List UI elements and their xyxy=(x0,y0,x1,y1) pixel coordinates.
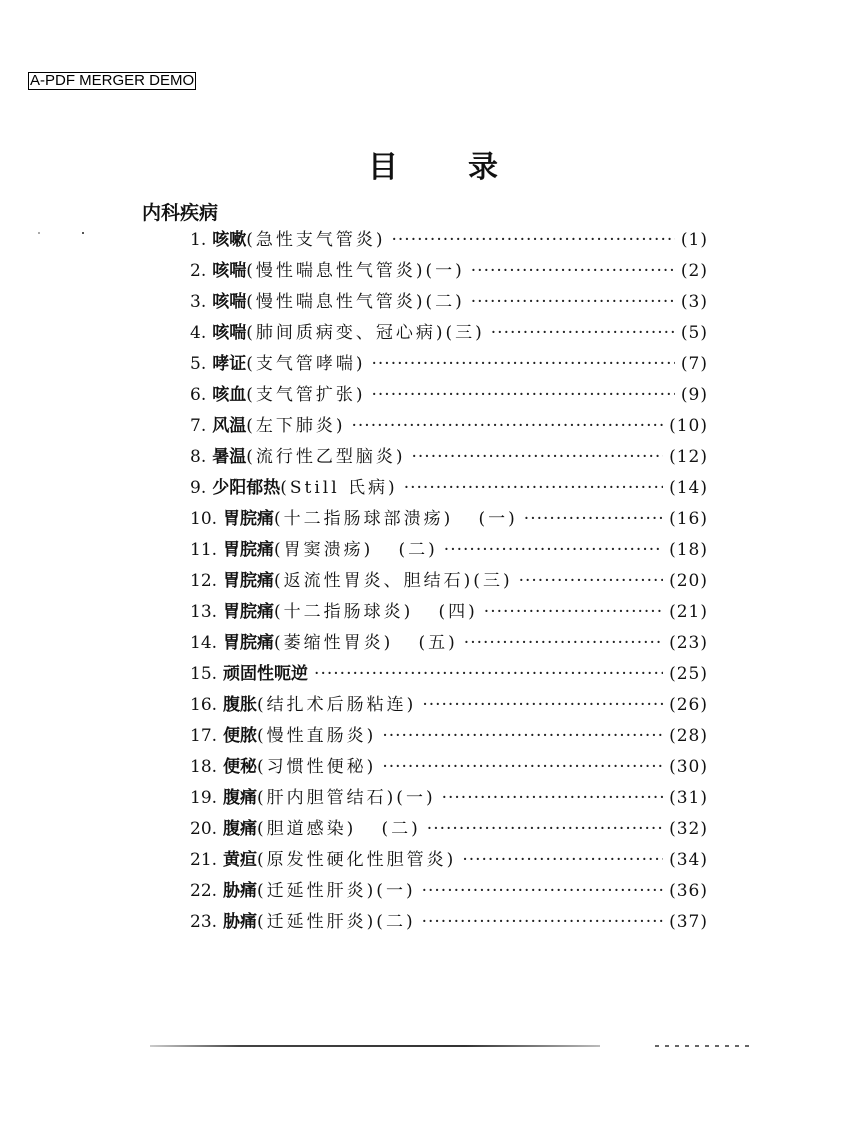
leader-dots xyxy=(519,566,664,597)
entry-number: 13. xyxy=(190,602,218,622)
entry-name: 胃脘痛 xyxy=(223,633,275,653)
leader-dots xyxy=(444,535,663,566)
toc-entry[interactable] xyxy=(190,690,708,721)
entry-detail: (肺间质病变、冠心病)(三) xyxy=(246,323,485,343)
entry-page: (20) xyxy=(669,571,708,591)
entry-number: 18. xyxy=(190,757,218,777)
leader-dots xyxy=(422,690,663,721)
entry-number: 7. xyxy=(190,416,207,436)
toc-entry[interactable] xyxy=(190,473,708,504)
leader-dots xyxy=(404,473,663,504)
toc-entry[interactable] xyxy=(190,318,708,349)
entry-page: (14) xyxy=(669,478,708,498)
toc-entry[interactable] xyxy=(190,256,708,287)
entry-name: 胃脘痛 xyxy=(223,540,275,560)
entry-name: 腹胀 xyxy=(223,695,258,715)
entry-number: 22. xyxy=(190,881,218,901)
entry-name: 咳喘 xyxy=(212,261,247,281)
toc-entry[interactable] xyxy=(190,566,708,597)
entry-number: 14. xyxy=(190,633,218,653)
entry-detail: (习惯性便秘) xyxy=(257,757,377,777)
leader-dots xyxy=(524,504,663,535)
leader-dots xyxy=(471,256,675,287)
entry-page: (30) xyxy=(669,757,708,777)
entry-number: 8. xyxy=(190,447,207,467)
entry-detail: (胆道感染) (二) xyxy=(257,819,421,839)
entry-name: 胁痛 xyxy=(223,881,258,901)
entry-name: 咳血 xyxy=(212,385,247,405)
entry-page: (32) xyxy=(669,819,708,839)
entry-detail: (Still 氏病) xyxy=(280,478,398,498)
section-heading: 内科疾病 xyxy=(142,202,219,224)
entry-page: (21) xyxy=(669,602,708,622)
entry-page: (12) xyxy=(669,447,708,467)
leader-dots xyxy=(372,349,675,380)
entry-number: 12. xyxy=(190,571,218,591)
entry-detail: (结扎术后肠粘连) xyxy=(257,695,417,715)
entry-page: (28) xyxy=(669,726,708,746)
entry-number: 17. xyxy=(190,726,218,746)
toc-entry[interactable] xyxy=(190,225,708,256)
entry-page: (7) xyxy=(680,354,708,374)
entry-name: 顽固性呃逆 xyxy=(223,664,309,684)
entry-detail: (支气管哮喘) xyxy=(246,354,366,374)
entry-page: (26) xyxy=(669,695,708,715)
toc-entry[interactable] xyxy=(190,504,708,535)
entry-name: 咳喘 xyxy=(212,323,247,343)
entry-name: 腹痛 xyxy=(223,788,258,808)
entry-page: (18) xyxy=(669,540,708,560)
entry-number: 11. xyxy=(190,540,218,560)
entry-name: 黄疸 xyxy=(223,850,258,870)
entry-page: (1) xyxy=(680,230,708,250)
leader-dots xyxy=(412,442,664,473)
toc-entry[interactable] xyxy=(190,876,708,907)
entry-number: 5. xyxy=(190,354,207,374)
toc-entry[interactable] xyxy=(190,380,708,411)
entry-number: 15. xyxy=(190,664,218,684)
entry-name: 咳嗽 xyxy=(212,230,247,250)
leader-dots xyxy=(422,876,664,907)
entry-number: 21. xyxy=(190,850,218,870)
entry-detail: (迁延性肝炎)(一) xyxy=(257,881,416,901)
toc-entry[interactable] xyxy=(190,442,708,473)
entry-detail: (流行性乙型脑炎) xyxy=(246,447,406,467)
entry-detail: (十二指肠球部溃疡) (一) xyxy=(274,509,518,529)
scan-speck xyxy=(82,232,84,234)
leader-dots xyxy=(382,721,663,752)
leader-dots xyxy=(382,752,663,783)
leader-dots xyxy=(442,783,664,814)
entry-name: 哮证 xyxy=(212,354,247,374)
entry-page: (34) xyxy=(669,850,708,870)
entry-detail: (原发性硬化性胆管炎) xyxy=(257,850,457,870)
entry-page: (37) xyxy=(669,912,708,932)
entry-detail: (慢性喘息性气管炎)(二) xyxy=(246,292,465,312)
toc-entry[interactable] xyxy=(190,597,708,628)
leader-dots xyxy=(462,845,663,876)
entry-page: (2) xyxy=(680,261,708,281)
entry-detail: (支气管扩张) xyxy=(246,385,366,405)
leader-dots xyxy=(491,318,675,349)
entry-detail: (返流性胃炎、胆结石)(三) xyxy=(274,571,513,591)
entry-number: 16. xyxy=(190,695,218,715)
entry-detail: (左下肺炎) xyxy=(246,416,346,436)
entry-name: 腹痛 xyxy=(223,819,258,839)
entry-name: 便秘 xyxy=(223,757,258,777)
toc-entry[interactable] xyxy=(190,845,708,876)
leader-dots xyxy=(471,287,675,318)
entry-number: 1. xyxy=(190,230,207,250)
entry-number: 4. xyxy=(190,323,207,343)
page-title: 目录 xyxy=(368,150,568,185)
toc-entry[interactable] xyxy=(190,659,708,690)
entry-detail: (急性支气管炎) xyxy=(246,230,386,250)
entry-detail: (十二指肠球炎) (四) xyxy=(274,602,478,622)
entry-name: 胃脘痛 xyxy=(223,571,275,591)
entry-name: 少阳郁热 xyxy=(212,478,281,498)
toc-entry[interactable] xyxy=(190,535,708,566)
entry-page: (10) xyxy=(669,416,708,436)
entry-page: (16) xyxy=(669,509,708,529)
entry-detail: (肝内胆管结石)(一) xyxy=(257,788,436,808)
entry-number: 23. xyxy=(190,912,218,932)
leader-dots xyxy=(314,659,663,690)
leader-dots xyxy=(372,380,675,411)
entry-page: (31) xyxy=(669,788,708,808)
toc-entry[interactable] xyxy=(190,814,708,845)
entry-name: 胃脘痛 xyxy=(223,602,275,622)
entry-number: 3. xyxy=(190,292,207,312)
leader-dots xyxy=(484,597,663,628)
entry-page: (23) xyxy=(669,633,708,653)
toc-entry[interactable] xyxy=(190,783,708,814)
toc-entry[interactable] xyxy=(190,349,708,380)
leader-dots xyxy=(392,225,675,256)
leader-dots xyxy=(464,628,663,659)
scan-speck xyxy=(38,232,40,234)
entry-detail: (胃窦溃疡) (二) xyxy=(274,540,438,560)
entry-name: 便脓 xyxy=(223,726,258,746)
entry-detail: (慢性直肠炎) xyxy=(257,726,377,746)
entry-name: 暑温 xyxy=(212,447,247,467)
toc-entry[interactable] xyxy=(190,287,708,318)
toc-entry[interactable] xyxy=(190,628,708,659)
entry-name: 胃脘痛 xyxy=(223,509,275,529)
entry-number: 10. xyxy=(190,509,218,529)
entry-detail: (迁延性肝炎)(二) xyxy=(257,912,416,932)
toc-entry[interactable] xyxy=(190,752,708,783)
entry-page: (5) xyxy=(680,323,708,343)
watermark-label: A-PDF MERGER DEMO xyxy=(30,72,195,89)
entry-name: 风温 xyxy=(212,416,247,436)
entry-number: 19. xyxy=(190,788,218,808)
leader-dots xyxy=(427,814,663,845)
entry-page: (9) xyxy=(680,385,708,405)
leader-dots xyxy=(352,411,664,442)
scan-line xyxy=(150,1045,600,1047)
leader-dots xyxy=(422,907,664,938)
toc-entry[interactable] xyxy=(190,907,708,938)
entry-page: (36) xyxy=(669,881,708,901)
entry-number: 2. xyxy=(190,261,207,281)
toc-entry[interactable] xyxy=(190,721,708,752)
entry-number: 20. xyxy=(190,819,218,839)
entry-detail: (慢性喘息性气管炎)(一) xyxy=(246,261,465,281)
entry-page: (25) xyxy=(669,664,708,684)
entry-number: 9. xyxy=(190,478,207,498)
entry-number: 6. xyxy=(190,385,207,405)
scan-line xyxy=(655,1045,750,1047)
entry-detail: (萎缩性胃炎) (五) xyxy=(274,633,458,653)
toc-entry[interactable] xyxy=(190,411,708,442)
entry-name: 咳喘 xyxy=(212,292,247,312)
table-of-contents xyxy=(190,225,708,938)
entry-name: 胁痛 xyxy=(223,912,258,932)
entry-page: (3) xyxy=(680,292,708,312)
